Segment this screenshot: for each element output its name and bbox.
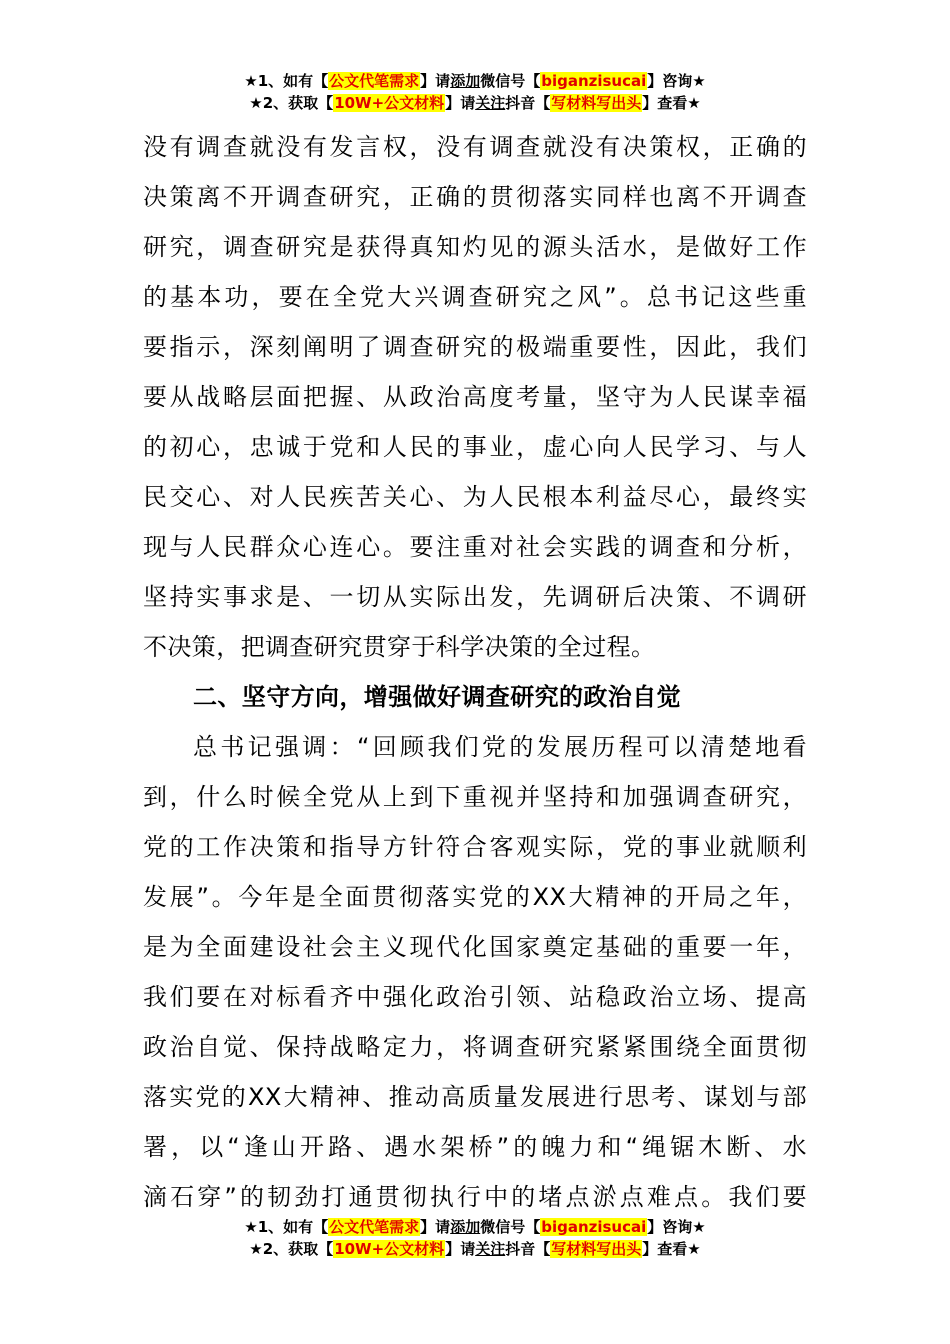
banner-highlight: 写材料写出头 [551,94,642,112]
banner-text: 】咨询★ [647,1218,706,1236]
paragraph-2 [143,722,807,1222]
banner-text: ★2、获取【 [249,94,334,112]
banner-highlight: 公文代笔需求 [329,1218,420,1236]
banner-text: 】查看★ [642,94,701,112]
text-line: 要指示，深刻阐明了调查研究的极端重要性，因此，我们 [143,333,807,361]
text-line: 现与人民群众心连心。要注重对社会实践的调查和分析， [143,533,807,561]
banner-underlined: 关注 [475,1240,506,1258]
document-body [143,122,807,1222]
banner-line-2 [0,92,950,114]
banner-text: ★1、如有【 [244,1218,329,1236]
banner-text: 】查看★ [642,1240,701,1258]
banner-line-2 [0,1238,950,1260]
banner-text: ★1、如有【 [244,72,329,90]
banner-highlight: 10W+公文材料 [334,1240,445,1258]
text-line: 不决策，把调查研究贯穿于科学决策的全过程。 [143,633,656,661]
text-line: 没有调查就没有发言权，没有调查就没有决策权，正确的 [143,133,807,161]
text-line: 署，以“逢山开路、遇水架桥”的魄力和“绳锯木断、水 [143,1133,807,1161]
text-line: 是为全面建设社会主义现代化国家奠定基础的重要一年， [143,933,807,961]
banner-highlight: 公文代笔需求 [329,72,420,90]
bottom-banner [0,1216,950,1260]
banner-highlight: 写材料写出头 [551,1240,642,1258]
banner-line-1 [0,70,950,92]
text-line: 落实党的XX大精神、推动高质量发展进行思考、谋划与部 [143,1083,807,1111]
banner-underlined: 添加 [450,72,481,90]
banner-text: 】请 [420,1218,451,1236]
text-line: 坚持实事求是、一切从实际出发，先调研后决策、不调研 [143,583,807,611]
text-line: 的基本功，要在全党大兴调查研究之风”。总书记这些重 [143,283,807,311]
banner-text: ★2、获取【 [249,1240,334,1258]
text-line: 我们要在对标看齐中强化政治引领、站稳政治立场、提高 [143,983,807,1011]
text-line: 总书记强调：“回顾我们党的发展历程可以清楚地看 [193,733,807,761]
text-line: 要从战略层面把握、从政治高度考量，坚守为人民谋幸福 [143,383,807,411]
banner-text: 】咨询★ [647,72,706,90]
banner-text: 抖音【 [505,94,551,112]
banner-line-1 [0,1216,950,1238]
banner-text: 微信号【 [480,72,541,90]
banner-text: 】请 [420,72,451,90]
banner-highlight: biganzisucai [541,72,647,90]
text-line: 研究，调查研究是获得真知灼见的源头活水，是做好工作 [143,233,807,261]
banner-text: 抖音【 [505,1240,551,1258]
banner-text: 微信号【 [480,1218,541,1236]
top-banner [0,70,950,114]
banner-highlight: 10W+公文材料 [334,94,445,112]
text-line: 民交心、对人民疾苦关心、为人民根本利益尽心，最终实 [143,483,807,511]
text-line: 到，什么时候全党从上到下重视并坚持和加强调查研究， [143,783,807,811]
text-line: 发展”。今年是全面贯彻落实党的XX大精神的开局之年， [143,883,807,911]
banner-underlined: 添加 [450,1218,481,1236]
paragraph-1 [143,122,807,672]
text-line: 滴石穿”的韧劲打通贯彻执行中的堵点淤点难点。我们要 [143,1183,807,1211]
banner-text: 】请 [445,94,476,112]
banner-underlined: 关注 [475,94,506,112]
banner-highlight: biganzisucai [541,1218,647,1236]
banner-text: 】请 [445,1240,476,1258]
text-line: 党的工作决策和指导方针符合客观实际，党的事业就顺利 [143,833,807,861]
text-line: 政治自觉、保持战略定力，将调查研究紧紧围绕全面贯彻 [143,1033,807,1061]
text-line: 决策离不开调查研究，正确的贯彻落实同样也离不开调查 [143,183,807,211]
text-line: 的初心，忠诚于党和人民的事业，虚心向人民学习、与人 [143,433,807,461]
section-heading: 二、坚守方向，增强做好调查研究的政治自觉 [193,683,681,711]
